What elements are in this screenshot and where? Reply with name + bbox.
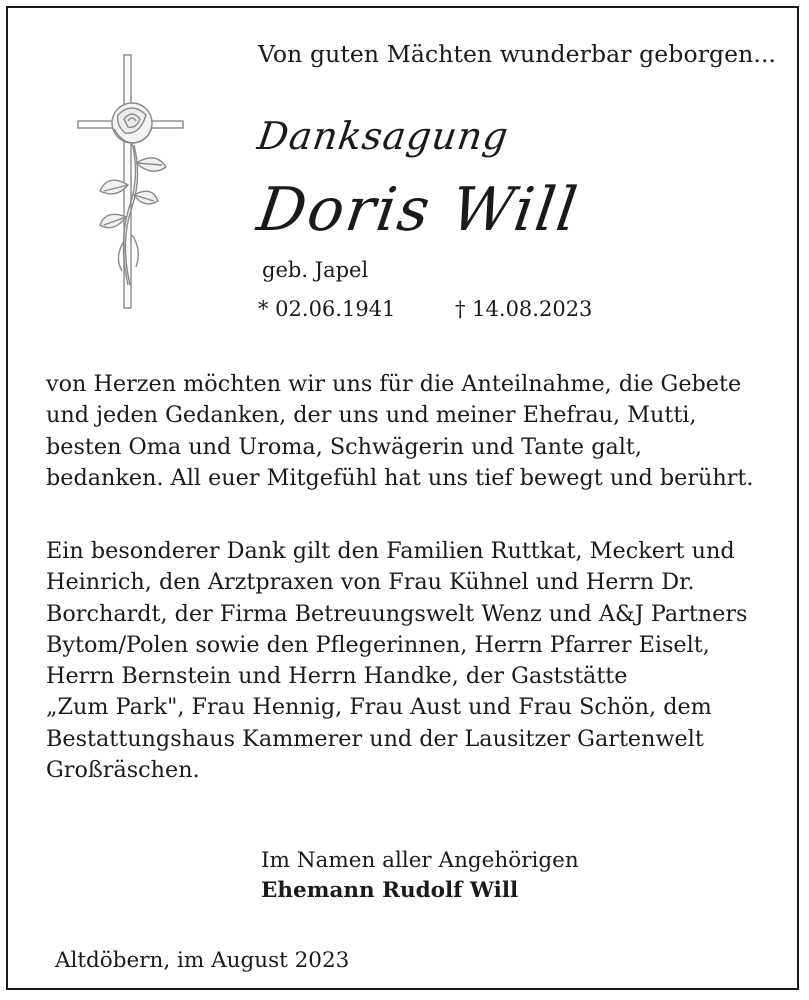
heading: Danksagung <box>254 114 512 158</box>
closing-line: Im Namen aller Angehörigen <box>261 848 579 873</box>
thanks-paragraph <box>46 369 753 494</box>
text-line: Herrn Bernstein und Herrn Handke, der Gaststätte <box>46 663 628 690</box>
text-line: Borchardt, der Firma Betreuungswelt Wenz und A&J Partners <box>46 600 748 627</box>
text-line: „Zum Park", Frau Hennig, Frau Aust und Frau Schön, dem <box>46 694 712 721</box>
text-line: Bytom/Polen sowie den Pflegerinnen, Herrn Pfarrer Eiselt, <box>46 631 710 658</box>
text-line: Bestattungshaus Kammerer und der Lausitzer Gartenwelt <box>46 725 704 752</box>
place-date: Altdöbern, im August 2023 <box>55 948 350 973</box>
life-dates <box>258 297 618 327</box>
birth-date: * 02.06.1941 <box>258 297 396 321</box>
maiden-name: geb. Japel <box>262 258 369 282</box>
closing-block <box>261 846 579 906</box>
text-line: Heinrich, den Arztpraxen von Frau Kühnel und Herrn Dr. <box>46 569 695 596</box>
text-line: Ein besonderer Dank gilt den Familien Ruttkat, Meckert und <box>46 538 735 564</box>
text-line: besten Oma und Uroma, Schwägerin und Tante galt, <box>46 433 642 460</box>
signature: Ehemann Rudolf Will <box>261 878 519 903</box>
text-line: von Herzen möchten wir uns für die Anteilnahme, die Gebete <box>46 371 742 397</box>
motto: Von guten Mächten wunderbar geborgen... <box>258 40 777 68</box>
special-thanks-paragraph <box>46 536 747 786</box>
text-line: und jeden Gedanken, der uns und meiner Ehefrau, Mutti, <box>46 402 697 429</box>
deceased-name: Doris Will <box>253 175 584 245</box>
cross-with-rose-icon <box>70 45 200 315</box>
death-date: † 14.08.2023 <box>455 297 593 321</box>
text-line: bedanken. All euer Mitgefühl hat uns tief bewegt und berührt. <box>46 464 754 491</box>
text-line: Großräschen. <box>46 757 200 784</box>
